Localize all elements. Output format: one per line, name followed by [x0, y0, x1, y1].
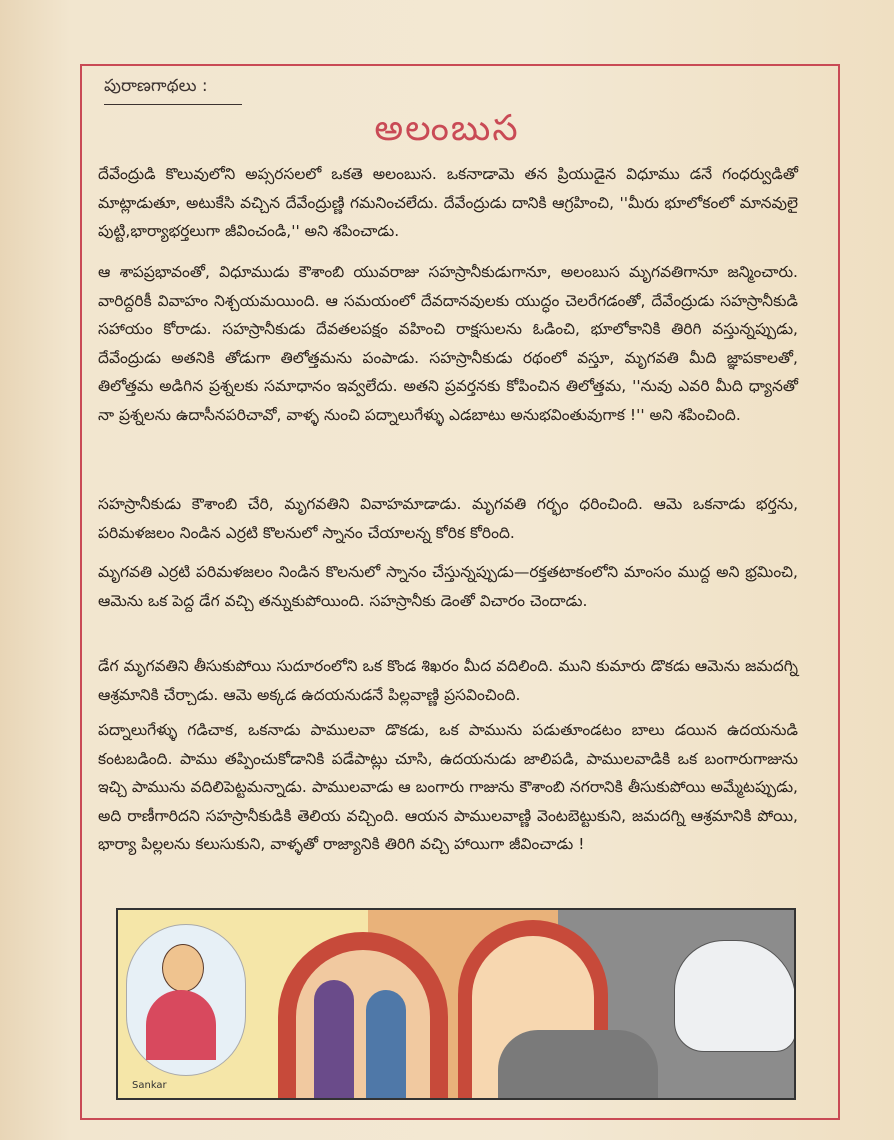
section-label: పురాణగాథలు : [104, 76, 208, 96]
section-divider [104, 104, 242, 105]
paragraph-4: మృగవతి ఎర్రటి పరిమళజలం నిండిన కొలనులో స్నానం చేస్తున్నప్పుడు—రక్తతటాకంలోని మాంసం ముద్ద అని భ్రమించి, ఆమెను ఒక పెద్ద డేగ వచ్చి తన్నుకుపోయింది. సహస్రానీకు డెంతో విచారం చెందాడు. [98, 563, 798, 610]
artist-signature: Sankar [132, 1080, 167, 1091]
paragraph-3: సహస్రానీకుడు కౌశాంబి చేరి, మృగవతిని వివాహమాడాడు. మృగవతి గర్భం ధరించింది. ఆమె ఒకనాడు భర్తను, పరిమళజలం నిండిన ఎర్రటి కొలనులో స్నానం చేయాలన్న కోరిక కోరింది. [98, 495, 798, 542]
mrugavati-figure [146, 990, 216, 1060]
chariot [498, 1030, 658, 1100]
paragraph-5: డేగ మృగవతిని తీసుకుపోయి సుదూరంలోని ఒక కొండ శిఖరం మీద వదిలింది. ముని కుమారు డొకడు ఆమెను జమదగ్ని ఆశ్రమానికి చేర్చాడు. ఆమె అక్కడ ఉదయనుడనే పిల్లవాణ్ణి ప్రసవించింది. [98, 657, 798, 704]
king-figure [314, 980, 354, 1100]
paragraph-6: పద్నాలుగేళ్ళు గడిచాక, ఒకనాడు పాములవా డొకడు, ఒక పామును పడుతూండటం బాలు డయిన ఉదయనుడి కంటబడింది. పాము తప్పించుకోడానికి పడేపాట్లు చూసి, ఉదయనుడు జాలిపడి, పాములవాడికి ఒక బంగారుగాజును ఇచ్చి పామును వదిలిపెట్టమన్నాడు. పాములవాడు ఆ బంగారు గాజును కౌశాంబి నగరానికి తీసుకుపోయి అమ్మేటప్పుడు, అది రాణీగారిదని సహస్రానీకుడికి తెలియ వచ్చింది. ఆయన పాములవాణ్ణి వెంటబెట్టుకుని, జమదగ్ని ఆశ్రమానికి పోయి, భార్యా పిల్లలను కలుసుకుని, వాళ్ళతో రాజ్యానికి తిరిగి వచ్చి హాయిగా జీవించాడు ! [98, 721, 798, 853]
companion-figure [366, 990, 406, 1100]
story-illustration [116, 908, 796, 1100]
paragraph-1: దేవేంద్రుడి కొలువులోని అప్సరసలలో ఒకతె అలంబుస. ఒకనాడామె తన ప్రియుడైన విధూము డనే గంధర్వుడితో మాట్లాడుతూ, అటుకేసి వచ్చిన దేవేంద్రుణ్ణి గమనించలేదు. దేవేంద్రుడు దానికి ఆగ్రహించి, ''మీరు భూలోకంలో మానవులై పుట్టి,భార్యాభర్తలుగా జీవించండి,'' అని శపించాడు. [98, 165, 798, 240]
story-title: అలంబుస [374, 108, 520, 149]
paragraph-2: ఆ శాపప్రభావంతో, విధూముడు కౌశాంబి యువరాజు సహస్రానీకుడుగానూ, అలంబుస మృగవతిగానూ జన్మించారు. వారిద్దరికీ వివాహం నిశ్చయమయింది. ఆ సమయంలో దేవదానవులకు యుద్ధం చెలరేగడంతో, దేవేంద్రుడు సహస్రానీకుడి సహాయం కోరాడు. సహస్రానీకుడు దేవతలపక్షం వహించి రాక్షసులను ఓడించి, భూలోకానికి తిరిగి వస్తున్నప్పుడు, దేవేంద్రుడు అతనికి తోడుగా తిలోత్తమను పంపాడు. సహస్రానీకుడు రథంలో వస్తూ, మృగవతి మీది జ్ఞాపకాలతో, తిలోత్తమ అడిగిన ప్రశ్నలకు సమాధానం ఇవ్వలేదు. అతని ప్రవర్తనకు కోపించిన తిలోత్తమ, ''నువు ఎవరి మీది ధ్యానతో నా ప్రశ్నలను ఉదాసీనపరిచావో, వాళ్ళ నుంచి పద్నాలుగేళ్ళు ఎడబాటు అనుభవింతువుగాక !'' అని శపించింది. [98, 263, 798, 424]
mrugavati-head [162, 944, 204, 992]
horse [674, 940, 796, 1052]
